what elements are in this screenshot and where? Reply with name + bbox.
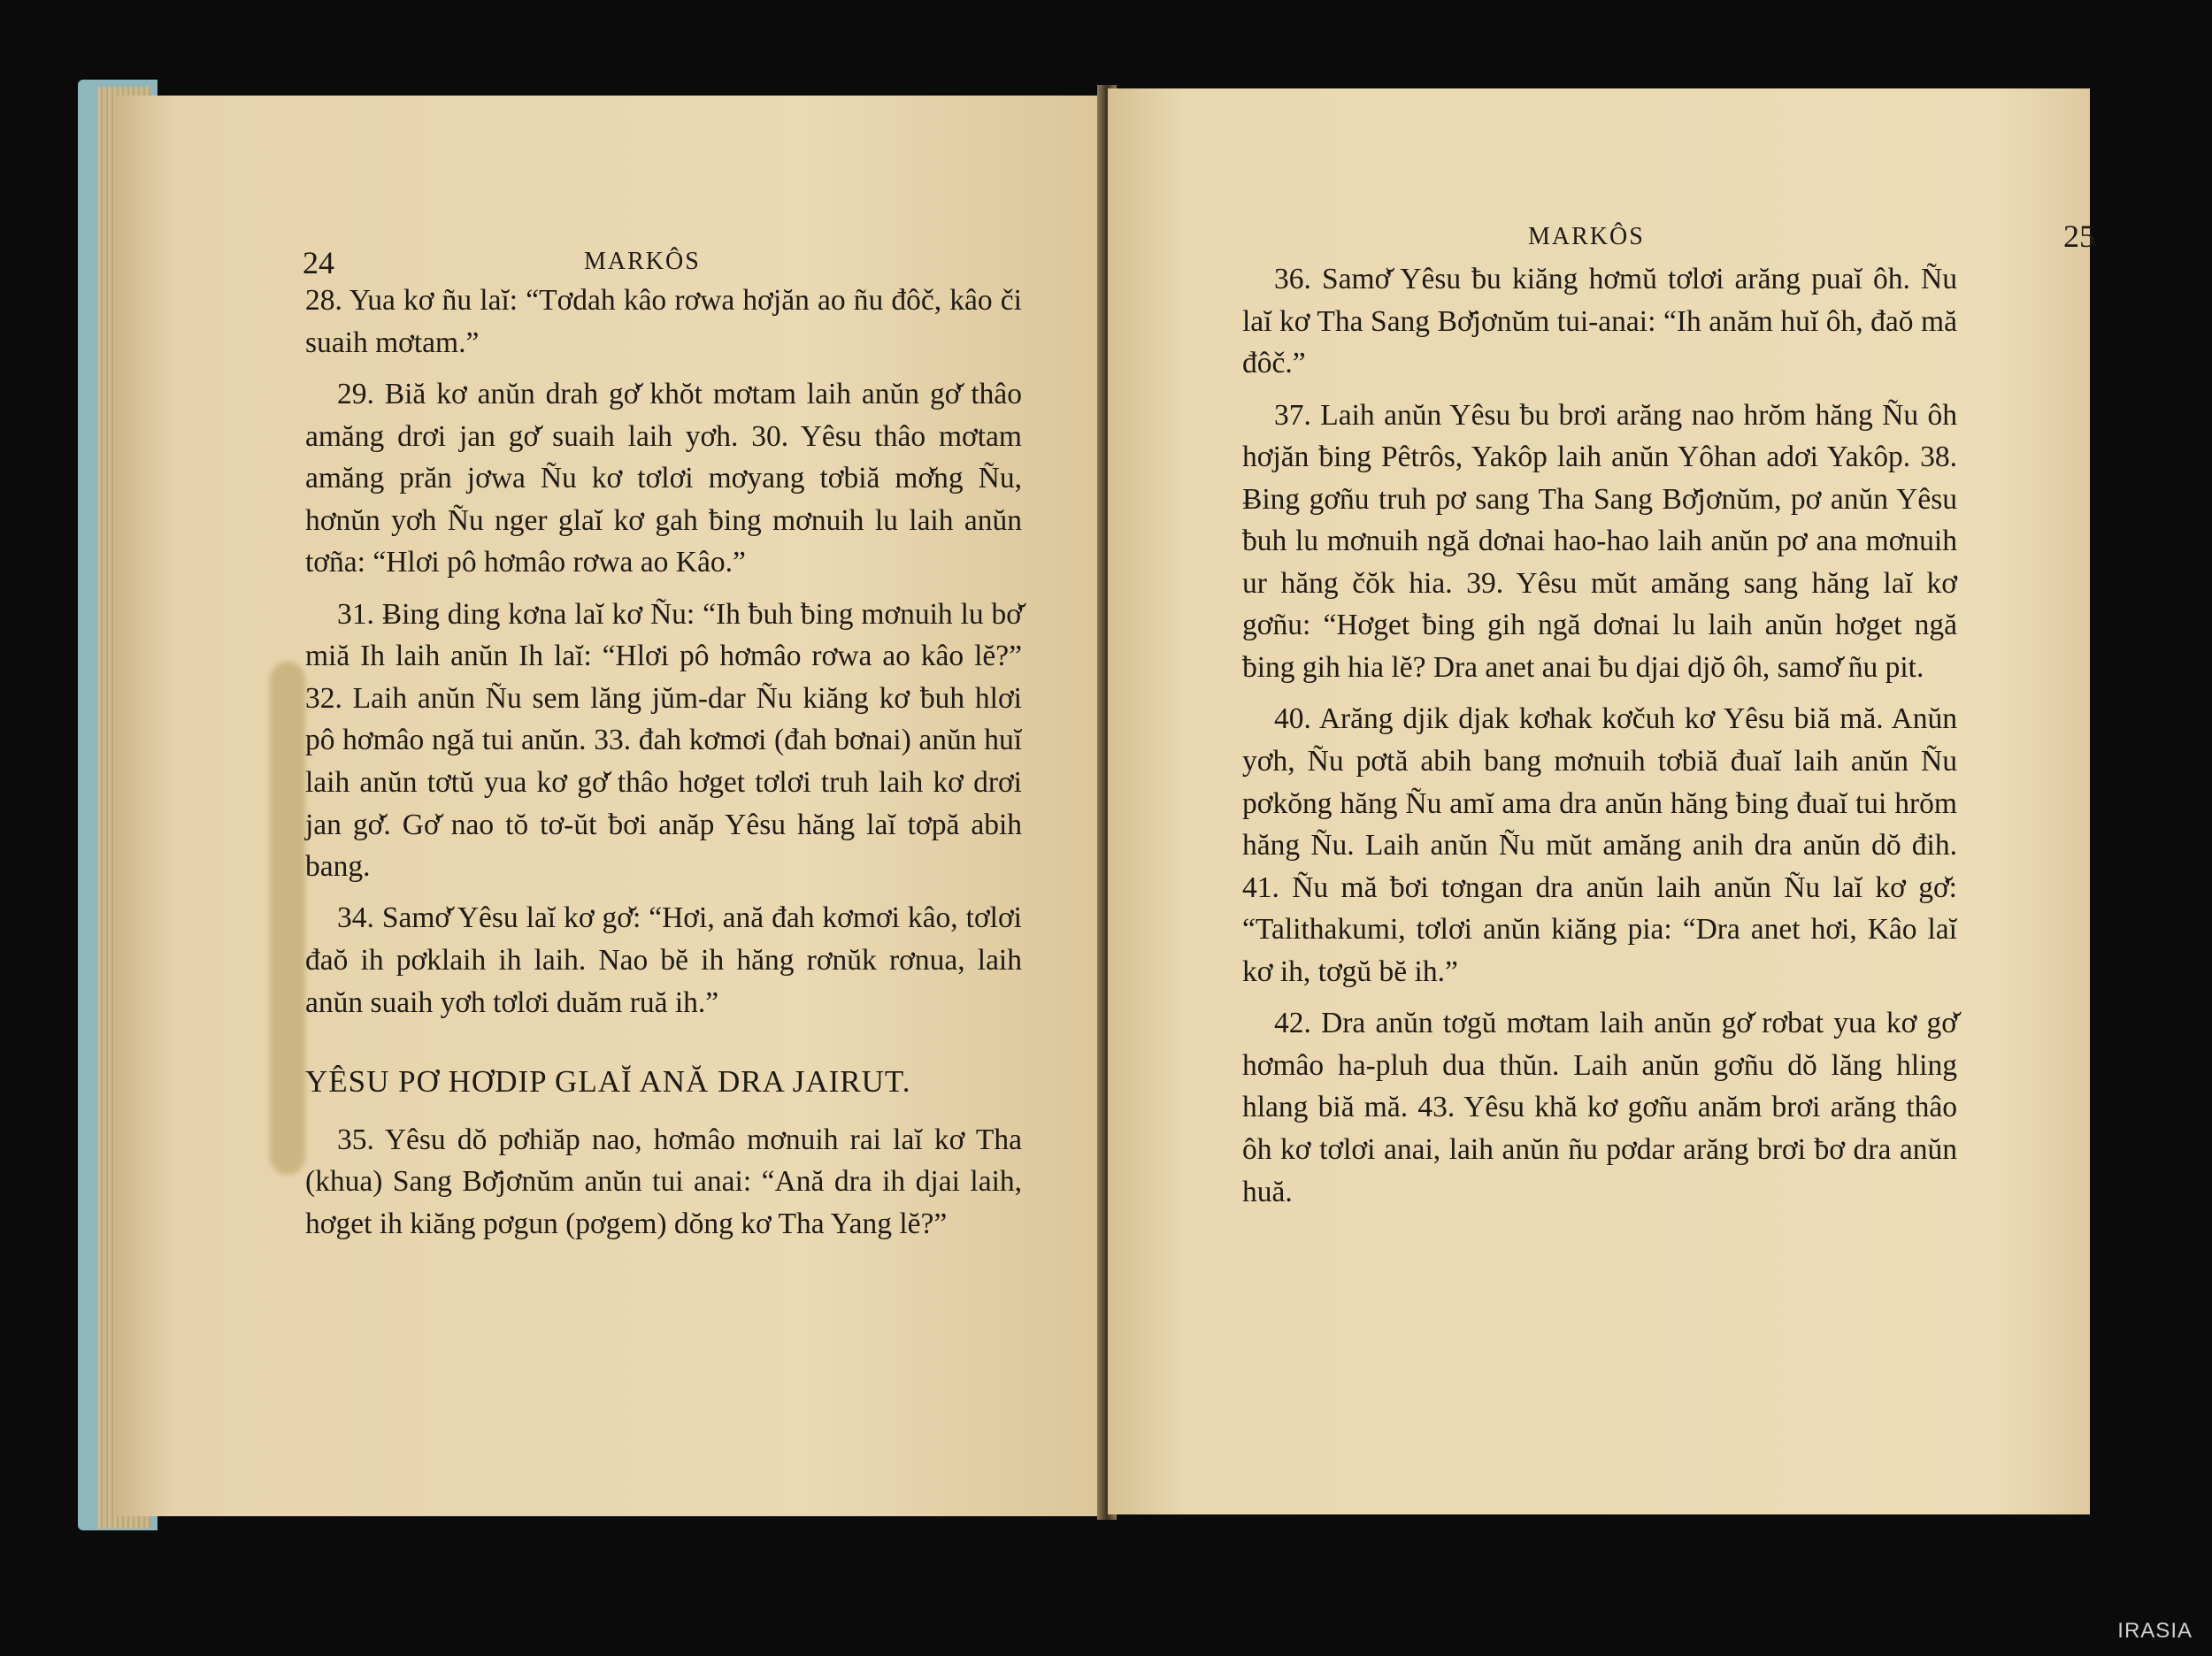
paragraph: 37. Laih anŭn Yêsu ƀu brơi arăng nao hrŏm hăng Ñu ôh hơjăn ƀing Pêtrôs, Yakôp laih anŭn Yôhan adơi Yakôp. 38. Ƀing gơñu truh pơ sang Tha Sang Bơ̆jơnŭm, pơ anŭn Yêsu ƀuh lu mơnuih ngă dơnai hao-hao laih anŭn pơ ana mơnuih ur hăng čŏk hia. 39. Yêsu mŭt amăng sang hăng laĭ kơ gơñu: “Hơget ƀing gih ngă dơnai lu laih anŭn hơget ngă ƀing gih hia lĕ? Dra anet anai ƀu djai djŏ ôh, samơ̆ ñu pit.	[1242, 398, 1957, 685]
left-running-head: MARKÔS	[584, 248, 701, 275]
paragraph: 29. Biă kơ anŭn drah gơ̆ khŏt mơtam laih anŭn gơ̆ thâo amăng drơi jan gơ̆ suaih laih yơh. 30. Yêsu thâo mơtam amăng prăn jơwa Ñu kơ tơlơi mơyang tơbiă mơ̆ng Ñu, hơnŭn yơh Ñu nger glaĭ kơ gah ƀing mơnuih lu laih anŭn tơña: “Hlơi pô hơmâo rơwa ao Kâo.”	[305, 377, 1022, 579]
right-page	[1108, 88, 2095, 1514]
paragraph: 31. Ƀing ding kơna laĭ kơ Ñu: “Ih ƀuh ƀing mơnuih lu bơ̆ miă Ih laih anŭn Ih laĭ: “Hlơi pô hơmâo rơwa ao kâo lĕ?” 32. Laih anŭn Ñu sem lăng jŭm-dar Ñu kiăng kơ ƀuh hlơi pô hơmâo ngă tui anŭn. 33. đah kơmơi (đah bơnai) anŭn huĭ laih anŭn tơtŭ yua kơ gơ̆ thâo hơget tơlơi truh laih kơ drơi jan gơ̆. Gơ̆ nao tŏ tơ-ŭt ƀơi anăp Yêsu hăng laĭ tơpă abih bang.	[305, 597, 1022, 884]
paragraph: 34. Samơ̆ Yêsu laĭ kơ gơ̆: “Hơi, ană đah kơmơi kâo, tơlơi đaŏ ih pơklaih ih laih. Nao bĕ ih hăng rơnŭk rơnua, laih anŭn suaih yơh tơlơi duăm ruă ih.”	[305, 901, 1022, 1019]
right-text-block	[1242, 258, 1957, 1223]
page-stain	[270, 662, 305, 1175]
paragraph: 28. Yua kơ ñu laĭ: “Tơdah kâo rơwa hơjăn ao ñu đôč, kâo či suaih mơtam.”	[305, 284, 1022, 359]
left-text-block	[305, 280, 1022, 1254]
right-page-number: 25	[2063, 218, 2095, 254]
paragraph: 35. Yêsu dŏ pơhiăp nao, hơmâo mơnuih rai laĭ kơ Tha (khua) Sang Bơ̆jơnŭm anŭn tui anai: “Ană dra ih djai laih, hơget ih kiăng pơgun (pơgem) dŏng kơ Tha Yang lĕ?”	[305, 1123, 1022, 1241]
left-page-number: 24	[303, 245, 334, 280]
paragraph: 42. Dra anŭn tơgŭ mơtam laih anŭn gơ̆ rơbat yua kơ gơ̆ hơmâo ha-pluh dua thŭn. Laih anŭn gơñu dŏ lăng hling hlang biă mă. 43. Yêsu khă kơ gơñu anăm brơi arăng thâo ôh kơ tơlơi anai, laih anŭn ñu pơdar arăng brơi ƀơ dra anŭn huă.	[1242, 1007, 1957, 1208]
section-heading: YÊSU PƠ HƠDIP GLAĬ ANĂ DRA JAIRUT.	[305, 1064, 911, 1100]
paragraph: 40. Arăng djik djak kơhak kơčuh kơ Yêsu biă mă. Anŭn yơh, Ñu pơtă abih bang mơnuih tơbiă đuaĭ laih anŭn Ñu pơkŏng hăng Ñu amĭ ama dra anŭn hăng ƀing đuaĭ tui hrŏm hăng Ñu. Laih anŭn Ñu mŭt amăng anih dra anŭn dŏ đih. 41. Ñu mă ƀơi tơngan dra anŭn laih anŭn Ñu laĭ kơ gơ̆: “Talithakumi, tơlơi anŭn kiăng pia: “Dra anet hơi, Kâo laĭ kơ ih, tơgŭ bĕ ih.”	[1242, 702, 1957, 988]
left-page	[115, 96, 1104, 1516]
right-running-head: MARKÔS	[1528, 223, 1645, 250]
watermark: IRASIA	[2117, 1619, 2193, 1643]
paragraph: 36. Samơ̆ Yêsu ƀu kiăng hơmŭ tơlơi arăng puaĭ ôh. Ñu laĭ kơ Tha Sang Bơ̆jơnŭm tui-anai: “Ih anăm huĭ ôh, đaŏ mă đôč.”	[1242, 263, 1957, 380]
